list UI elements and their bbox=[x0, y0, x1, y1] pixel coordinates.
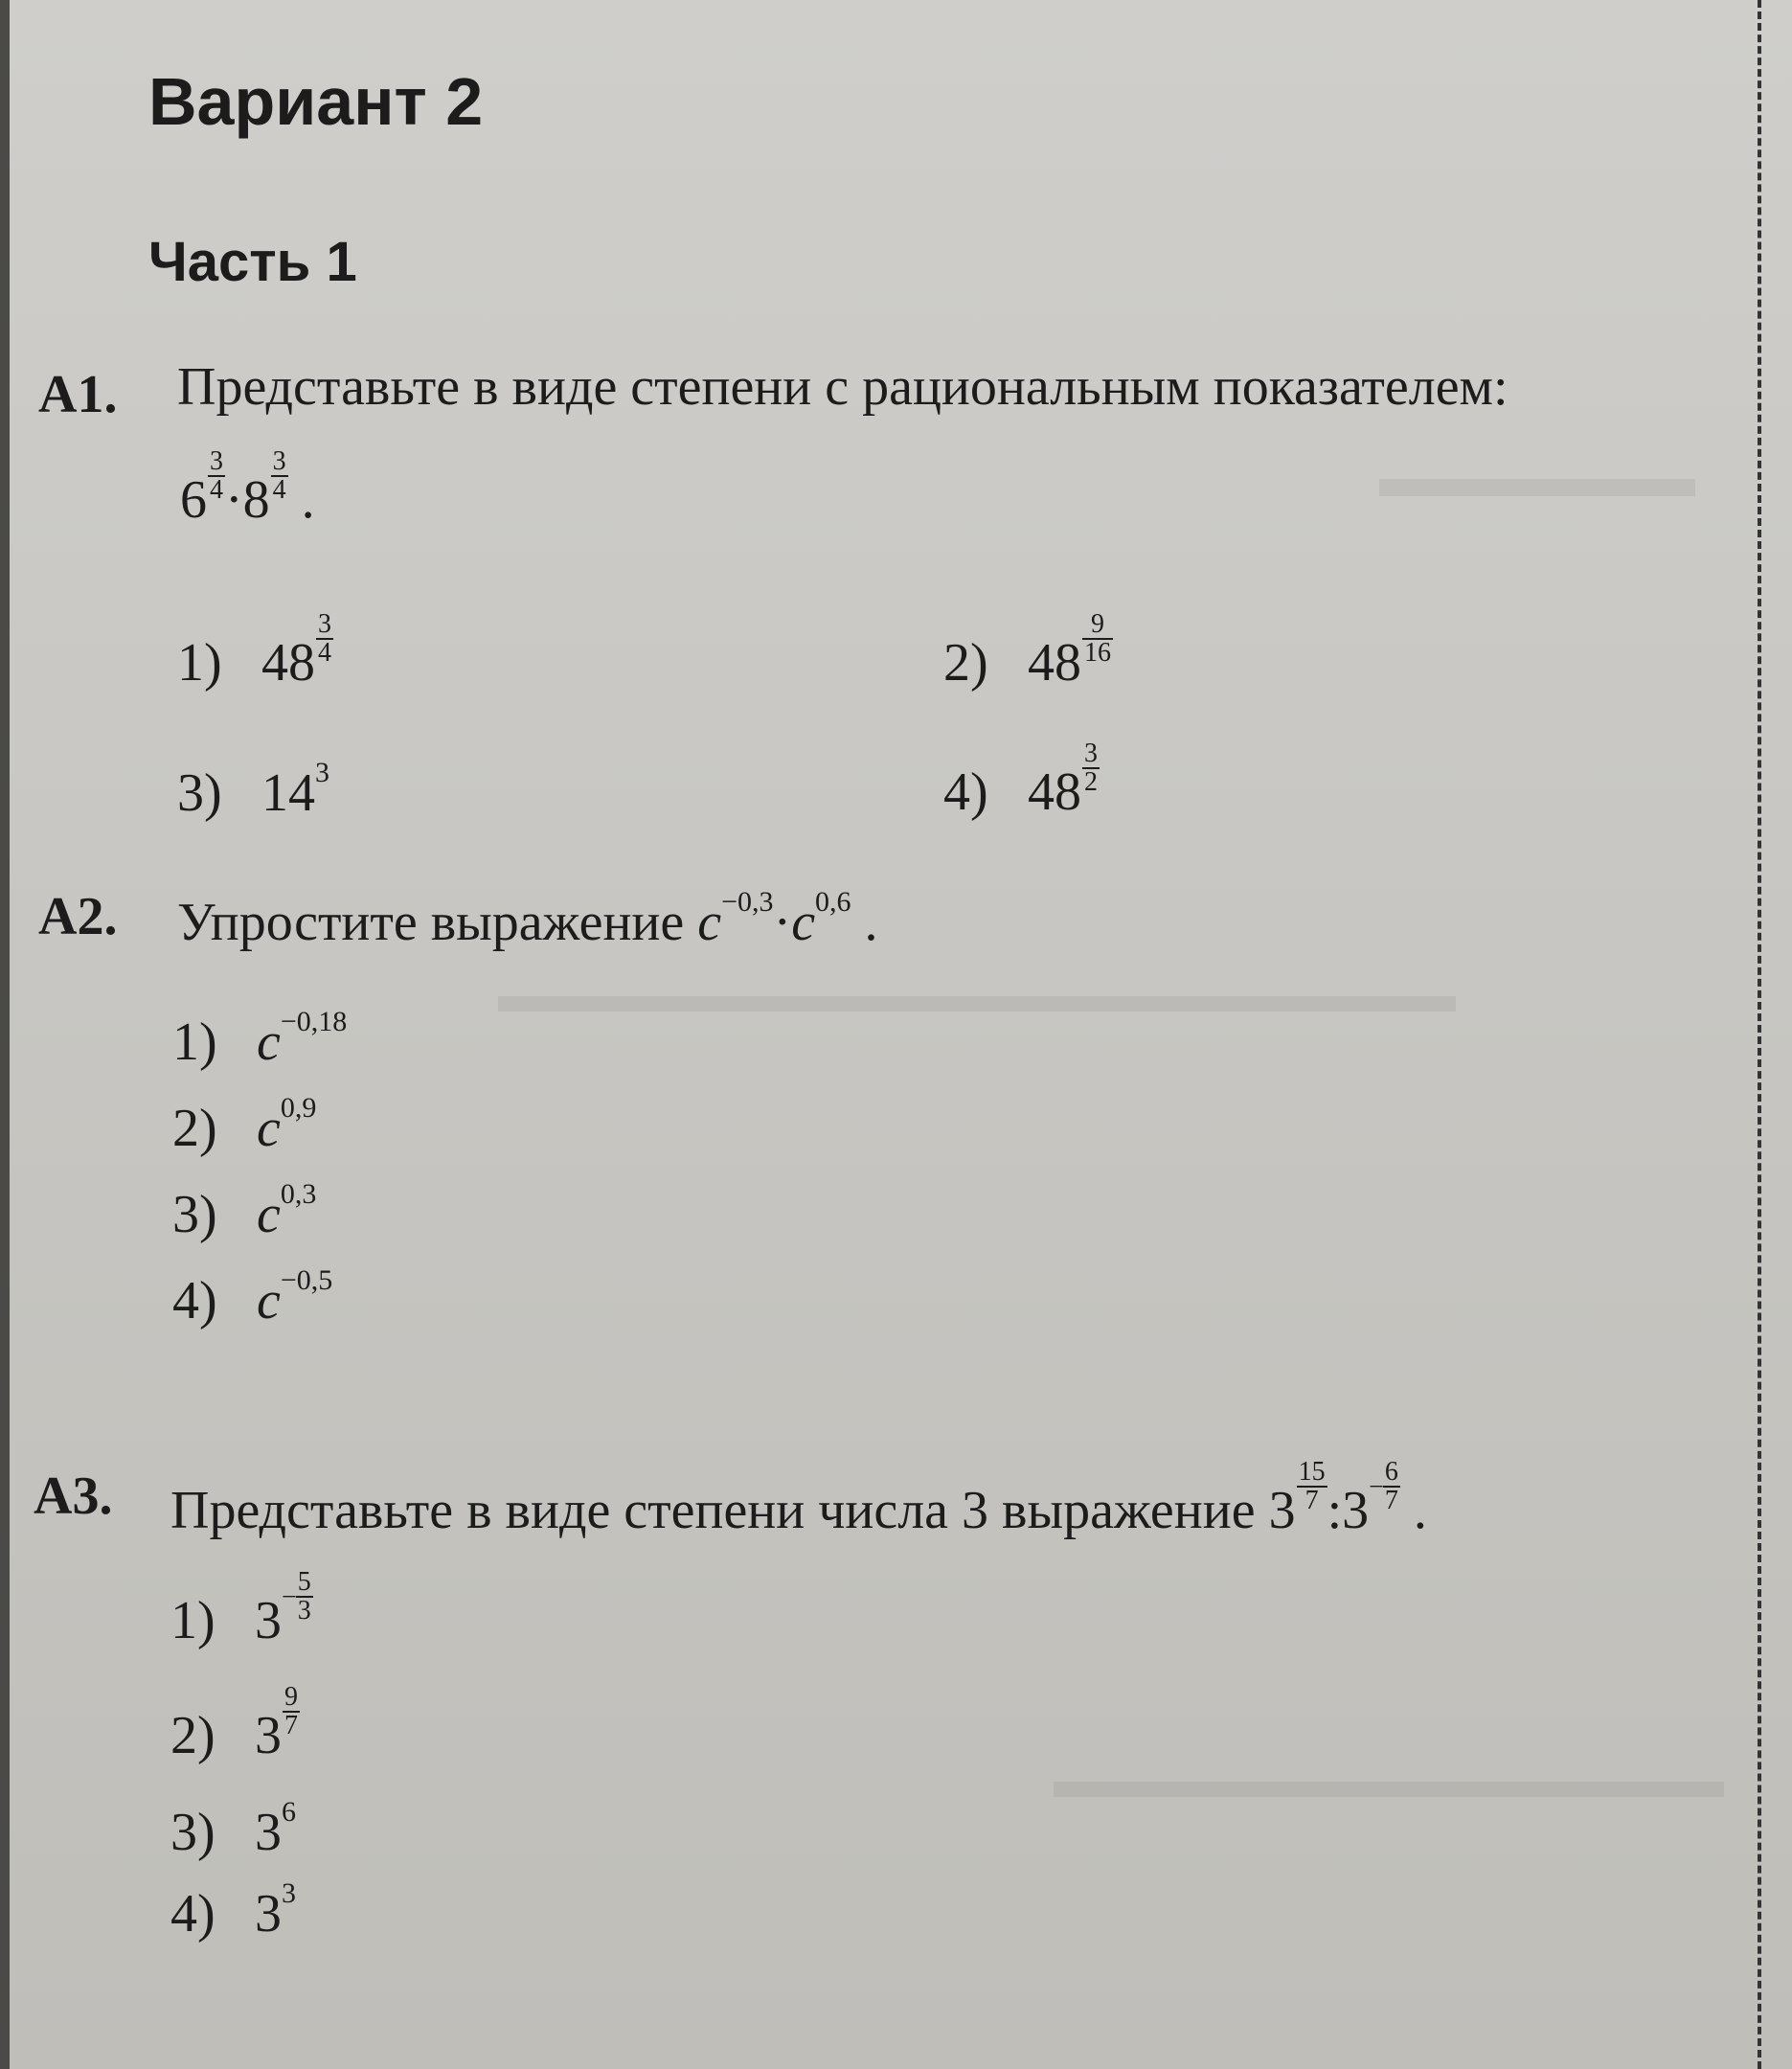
answer-option-1[interactable] bbox=[177, 609, 333, 695]
option-number: 4) bbox=[943, 762, 988, 822]
answer-option-1[interactable] bbox=[172, 1006, 347, 1073]
option-exponent: −0,5 bbox=[280, 1264, 333, 1296]
expr-exponent-fraction bbox=[1297, 1459, 1327, 1514]
expr-base: 6 bbox=[180, 470, 207, 530]
option-base: 3 bbox=[255, 1803, 282, 1862]
expr-exponent-fraction bbox=[208, 448, 225, 504]
expr-end: . bbox=[301, 470, 315, 530]
option-base: 48 bbox=[1028, 633, 1081, 693]
option-exponent-fraction bbox=[316, 611, 333, 667]
option-number: 1) bbox=[170, 1591, 215, 1650]
answer-option-1[interactable] bbox=[170, 1567, 313, 1653]
dashed-cut-line bbox=[1758, 0, 1761, 2069]
option-exponent: 0,9 bbox=[280, 1092, 317, 1124]
exponent-numerator: 3 bbox=[318, 609, 331, 640]
question-expression bbox=[180, 446, 315, 533]
expr-end: . bbox=[1413, 1481, 1427, 1540]
expr-base: 8 bbox=[242, 470, 270, 530]
option-number: 2) bbox=[943, 633, 988, 693]
option-base: c bbox=[257, 1099, 281, 1158]
question-number: A2. bbox=[38, 887, 118, 946]
answer-option-2[interactable] bbox=[943, 609, 1113, 695]
option-number: 1) bbox=[172, 1012, 217, 1072]
exponent-numerator: 3 bbox=[1084, 739, 1098, 769]
option-exponent-fraction bbox=[1082, 740, 1100, 796]
exponent-denominator: 7 bbox=[1304, 1486, 1319, 1516]
answer-option-4[interactable] bbox=[172, 1264, 332, 1331]
option-exponent-fraction bbox=[296, 1569, 313, 1625]
expr-end: . bbox=[864, 893, 878, 952]
exponent-denominator: 4 bbox=[318, 638, 331, 669]
expr-base: c bbox=[791, 893, 816, 952]
option-number: 1) bbox=[177, 633, 222, 693]
exponent-denominator: 16 bbox=[1084, 638, 1111, 669]
option-base: 48 bbox=[1028, 762, 1081, 822]
question-text-label: Упростите выражение bbox=[177, 893, 685, 952]
option-exponent: −0,18 bbox=[280, 1006, 348, 1037]
exponent-numerator: 5 bbox=[297, 1567, 311, 1598]
option-base: 3 bbox=[255, 1591, 282, 1650]
exponent-denominator: 7 bbox=[284, 1711, 298, 1741]
page-left-edge bbox=[0, 0, 10, 2069]
option-number: 4) bbox=[170, 1884, 215, 1944]
exponent-numerator: 9 bbox=[1082, 611, 1113, 640]
exponent-numerator: 15 bbox=[1298, 1457, 1326, 1488]
option-exponent: 6 bbox=[282, 1796, 296, 1828]
part-title: Часть 1 bbox=[148, 231, 357, 293]
exponent-numerator: 3 bbox=[272, 446, 286, 477]
option-exponent: 3 bbox=[315, 757, 329, 788]
option-number: 4) bbox=[172, 1271, 217, 1330]
option-exponent: 3 bbox=[282, 1877, 296, 1909]
answer-option-3[interactable] bbox=[177, 757, 329, 824]
question-number: A1. bbox=[38, 365, 118, 424]
option-base: 48 bbox=[261, 633, 315, 693]
option-base: 3 bbox=[255, 1706, 282, 1765]
answer-option-2[interactable] bbox=[172, 1092, 316, 1159]
exponent-numerator: 9 bbox=[284, 1682, 298, 1713]
question-text bbox=[170, 1457, 1427, 1543]
variant-title: Вариант 2 bbox=[148, 64, 484, 139]
exponent-numerator: 3 bbox=[210, 446, 223, 477]
expr-operator: : bbox=[1327, 1481, 1343, 1540]
question-number: A3. bbox=[34, 1466, 113, 1526]
exponent-denominator: 3 bbox=[297, 1596, 311, 1626]
expr-operator: · bbox=[773, 893, 792, 952]
answer-option-2[interactable] bbox=[170, 1682, 300, 1768]
answer-option-3[interactable] bbox=[170, 1796, 296, 1863]
question-text: Представьте в виде степени с рациональным показателем: bbox=[177, 357, 1508, 417]
expr-base: 3 bbox=[1342, 1481, 1370, 1540]
option-number: 2) bbox=[170, 1706, 215, 1765]
option-number: 2) bbox=[172, 1099, 217, 1158]
exponent-denominator: 2 bbox=[1084, 767, 1098, 798]
bleed-through-shadow bbox=[498, 996, 1456, 1012]
option-base: c bbox=[257, 1185, 281, 1244]
option-base: c bbox=[257, 1271, 281, 1330]
exponent-denominator: 4 bbox=[272, 475, 286, 506]
question-text bbox=[177, 886, 878, 953]
option-exponent-fraction bbox=[283, 1684, 300, 1739]
exponent-sign: − bbox=[282, 1582, 297, 1612]
option-number: 3) bbox=[177, 763, 222, 823]
answer-option-4[interactable] bbox=[170, 1877, 296, 1944]
expr-base: c bbox=[697, 893, 722, 952]
option-base: 14 bbox=[261, 763, 315, 823]
answer-option-3[interactable] bbox=[172, 1178, 316, 1245]
exponent-denominator: 7 bbox=[1384, 1486, 1398, 1516]
exponent-numerator: 6 bbox=[1384, 1457, 1398, 1488]
expr-exponent-fraction bbox=[271, 448, 288, 504]
question-text-label: Представьте в виде степени числа 3 выражение bbox=[170, 1481, 1256, 1540]
expr-base: 3 bbox=[1268, 1481, 1296, 1540]
exponent-sign: − bbox=[1369, 1472, 1384, 1502]
expr-operator: · bbox=[225, 470, 243, 530]
exponent-denominator: 4 bbox=[210, 475, 223, 506]
bleed-through-shadow bbox=[1054, 1782, 1724, 1797]
bleed-through-shadow bbox=[1379, 479, 1695, 496]
expr-exponent: 0,6 bbox=[815, 886, 851, 918]
answer-option-4[interactable] bbox=[943, 739, 1100, 825]
expr-exponent-fraction bbox=[1383, 1459, 1400, 1514]
option-number: 3) bbox=[172, 1185, 217, 1244]
option-base: c bbox=[257, 1012, 281, 1072]
option-exponent: 0,3 bbox=[280, 1178, 317, 1210]
option-exponent-fraction bbox=[1082, 611, 1113, 667]
option-base: 3 bbox=[255, 1884, 282, 1944]
option-number: 3) bbox=[170, 1803, 215, 1862]
expr-exponent: −0,3 bbox=[721, 886, 774, 918]
